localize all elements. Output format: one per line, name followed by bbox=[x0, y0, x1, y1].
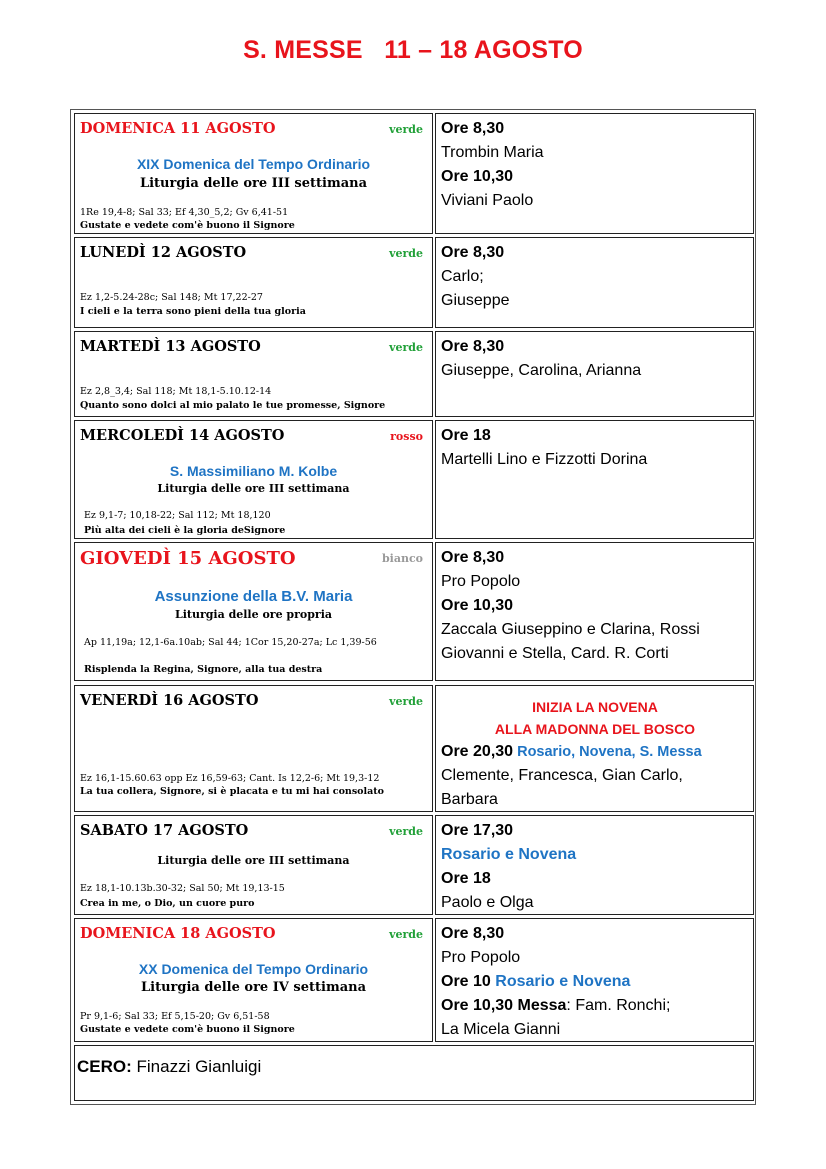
liturgy-hours: Liturgia delle ore propria bbox=[174, 608, 333, 621]
liturgical-color: verde bbox=[389, 123, 423, 136]
mass-cell-6 bbox=[435, 815, 754, 915]
mass-list bbox=[441, 696, 749, 812]
readings: 1Re 19,4-8; Sal 33; Ef 4,30_5,2; Gv 6,41-51 bbox=[80, 207, 289, 218]
mass-list bbox=[441, 922, 749, 1042]
liturgical-color: bianco bbox=[381, 552, 423, 565]
mass-intention: Giuseppe, Carolina, Arianna bbox=[441, 362, 642, 379]
mass-time: Ore 17,30 bbox=[441, 822, 514, 839]
liturgical-color: verde bbox=[389, 695, 423, 708]
feast-name: XX Domenica del Tempo Ordinario bbox=[138, 961, 369, 977]
mass-line bbox=[441, 265, 749, 289]
mass-time: Ore 10 bbox=[441, 973, 491, 990]
mass-list bbox=[441, 335, 749, 383]
mass-list bbox=[441, 819, 749, 915]
mass-note: Rosario, Novena, S. Messa bbox=[513, 744, 702, 760]
mass-intention: La Micela Gianni bbox=[441, 1021, 561, 1038]
mass-cell-1 bbox=[435, 237, 754, 328]
mass-line bbox=[441, 891, 749, 915]
feast-name: Assunzione della B.V. Maria bbox=[154, 588, 353, 605]
mass-line bbox=[441, 946, 749, 970]
mass-list bbox=[441, 241, 749, 313]
mass-line bbox=[441, 424, 749, 448]
liturgical-color: verde bbox=[389, 825, 423, 838]
mass-intention: Viviani Paolo bbox=[441, 192, 534, 209]
readings: Ez 18,1-10.13b.30-32; Sal 50; Mt 19,13-15 bbox=[80, 883, 285, 894]
liturgy-hours: Liturgia delle ore III settimana bbox=[157, 854, 350, 867]
mass-line bbox=[441, 843, 749, 867]
mass-intention: Trombin Maria bbox=[441, 144, 544, 161]
mass-intention: Paolo e Olga bbox=[441, 894, 534, 911]
readings: Ez 2,8_3,4; Sal 118; Mt 18,1-5.10.12-14 bbox=[80, 386, 272, 397]
mass-intention: Barbara bbox=[441, 791, 498, 808]
mass-line bbox=[441, 335, 749, 359]
mass-cell-7 bbox=[435, 918, 754, 1042]
mass-line bbox=[441, 594, 749, 618]
mass-intention: Pro Popolo bbox=[441, 573, 521, 590]
cero-name: Finazzi Gianluigi bbox=[131, 1057, 262, 1076]
mass-line bbox=[441, 448, 749, 472]
mass-line bbox=[441, 970, 749, 994]
readings: Ap 11,19a; 12,1-6a.10ab; Sal 44; 1Cor 15,20-27a; Lc 1,39-56 bbox=[84, 637, 377, 648]
readings: Ez 16,1-15.60.63 opp Ez 16,59-63; Cant. Is 12,2-6; Mt 19,3-12 bbox=[80, 773, 380, 784]
day-cell-0 bbox=[74, 113, 433, 234]
mass-time: Ore 18 bbox=[441, 427, 491, 444]
readings: Ez 1,2-5.24-28c; Sal 148; Mt 17,22-27 bbox=[80, 292, 263, 303]
mass-line bbox=[441, 642, 749, 666]
mass-cell-3 bbox=[435, 420, 754, 539]
mass-time: Ore 8,30 bbox=[441, 244, 505, 261]
readings: Ez 9,1-7; 10,18-22; Sal 112; Mt 18,120 bbox=[84, 510, 271, 521]
mass-list bbox=[441, 117, 749, 213]
mass-intention: Martelli Lino e Fizzotti Dorina bbox=[441, 451, 648, 468]
cero-label: CERO: bbox=[77, 1057, 132, 1076]
mass-time: Ore 8,30 bbox=[441, 120, 505, 137]
mass-line bbox=[441, 788, 749, 812]
mass-line bbox=[441, 994, 749, 1018]
day-cell-7 bbox=[74, 918, 433, 1042]
mass-cell-4 bbox=[435, 542, 754, 681]
liturgy-hours: Liturgia delle ore IV settimana bbox=[141, 980, 366, 995]
day-cell-5 bbox=[74, 685, 433, 812]
day-cell-2 bbox=[74, 331, 433, 417]
feast-name: S. Massimiliano M. Kolbe bbox=[169, 463, 338, 479]
day-label: DOMENICA 11 AGOSTO bbox=[80, 120, 276, 137]
mass-cell-2 bbox=[435, 331, 754, 417]
mass-intention: Zaccala Giuseppino e Clarina, Rossi bbox=[441, 621, 700, 638]
mass-time: Ore 10,30 bbox=[441, 597, 514, 614]
page-title: S. MESSE 11 – 18 AGOSTO bbox=[243, 36, 583, 64]
mass-line bbox=[441, 546, 749, 570]
psalm-response: Quanto sono dolci al mio palato le tue promesse, Signore bbox=[80, 400, 386, 411]
day-cell-3 bbox=[74, 420, 433, 539]
mass-time: Ore 18 bbox=[441, 870, 491, 887]
mass-intention: Clemente, Francesca, Gian Carlo, bbox=[441, 767, 683, 784]
psalm-response: Gustate e vedete com'è buono il Signore bbox=[80, 1024, 295, 1035]
mass-line bbox=[441, 867, 749, 891]
novena-line: ALLA MADONNA DEL BOSCO bbox=[494, 721, 696, 737]
day-cell-6 bbox=[74, 815, 433, 915]
day-label: DOMENICA 18 AGOSTO bbox=[80, 925, 276, 942]
mass-line bbox=[441, 165, 749, 189]
mass-line bbox=[441, 764, 749, 788]
mass-line bbox=[441, 359, 749, 383]
psalm-response: La tua collera, Signore, si è placata e tu mi hai consolato bbox=[80, 786, 384, 797]
mass-line bbox=[441, 117, 749, 141]
novena-line: INIZIA LA NOVENA bbox=[532, 699, 658, 715]
mass-note: Rosario e Novena bbox=[441, 846, 577, 863]
mass-line bbox=[441, 189, 749, 213]
mass-time: Ore 8,30 bbox=[441, 549, 505, 566]
readings: Pr 9,1-6; Sal 33; Ef 5,15-20; Gv 6,51-58 bbox=[80, 1011, 270, 1022]
mass-line bbox=[441, 241, 749, 265]
liturgy-hours: Liturgia delle ore III settimana bbox=[139, 176, 368, 191]
mass-line bbox=[441, 740, 749, 764]
mass-line bbox=[441, 570, 749, 594]
liturgical-color: rosso bbox=[390, 430, 423, 443]
mass-line bbox=[441, 819, 749, 843]
day-cell-1 bbox=[74, 237, 433, 328]
mass-cell-5 bbox=[435, 685, 754, 812]
day-label: MARTEDÌ 13 AGOSTO bbox=[80, 338, 261, 355]
cero-row bbox=[74, 1045, 754, 1101]
mass-time: Ore 20,30 bbox=[441, 743, 514, 760]
day-cell-4 bbox=[74, 542, 433, 681]
mass-intention: Giuseppe bbox=[441, 292, 510, 309]
mass-list bbox=[441, 424, 749, 472]
psalm-response: Gustate e vedete com'è buono il Signore bbox=[80, 220, 295, 231]
liturgical-color: verde bbox=[389, 247, 423, 260]
mass-time: Ore 10,30 bbox=[441, 168, 514, 185]
psalm-response: Più alta dei cieli è la gloria deSignore bbox=[84, 525, 286, 536]
liturgy-hours: Liturgia delle ore III settimana bbox=[157, 482, 350, 495]
mass-note: Rosario e Novena bbox=[490, 973, 631, 990]
day-label: VENERDÌ 16 AGOSTO bbox=[80, 692, 259, 709]
cero-text bbox=[77, 1057, 261, 1077]
day-label: SABATO 17 AGOSTO bbox=[80, 822, 249, 839]
feast-name: XIX Domenica del Tempo Ordinario bbox=[136, 156, 371, 172]
psalm-response: Crea in me, o Dio, un cuore puro bbox=[80, 898, 255, 909]
mass-intention: : Fam. Ronchi; bbox=[566, 997, 671, 1014]
mass-line bbox=[441, 922, 749, 946]
day-label: GIOVEDÌ 15 AGOSTO bbox=[80, 548, 296, 569]
psalm-response: I cieli e la terra sono pieni della tua gloria bbox=[80, 306, 306, 317]
day-label: LUNEDÌ 12 AGOSTO bbox=[80, 244, 247, 261]
psalm-response: Risplenda la Regina, Signore, alla tua destra bbox=[84, 664, 323, 675]
liturgical-color: verde bbox=[389, 341, 423, 354]
mass-line bbox=[441, 289, 749, 313]
mass-time: Ore 8,30 bbox=[441, 338, 505, 355]
mass-intention: Carlo; bbox=[441, 268, 484, 285]
mass-cell-0 bbox=[435, 113, 754, 234]
day-label: MERCOLEDÌ 14 AGOSTO bbox=[80, 427, 285, 444]
mass-line bbox=[441, 618, 749, 642]
mass-time: Ore 8,30 bbox=[441, 925, 505, 942]
mass-intention: Pro Popolo bbox=[441, 949, 521, 966]
mass-list bbox=[441, 546, 749, 666]
mass-line bbox=[441, 1018, 749, 1042]
liturgical-color: verde bbox=[389, 928, 423, 941]
mass-time: Ore 10,30 Messa bbox=[441, 997, 567, 1014]
mass-intention: Giovanni e Stella, Card. R. Corti bbox=[441, 645, 669, 662]
mass-line bbox=[441, 141, 749, 165]
